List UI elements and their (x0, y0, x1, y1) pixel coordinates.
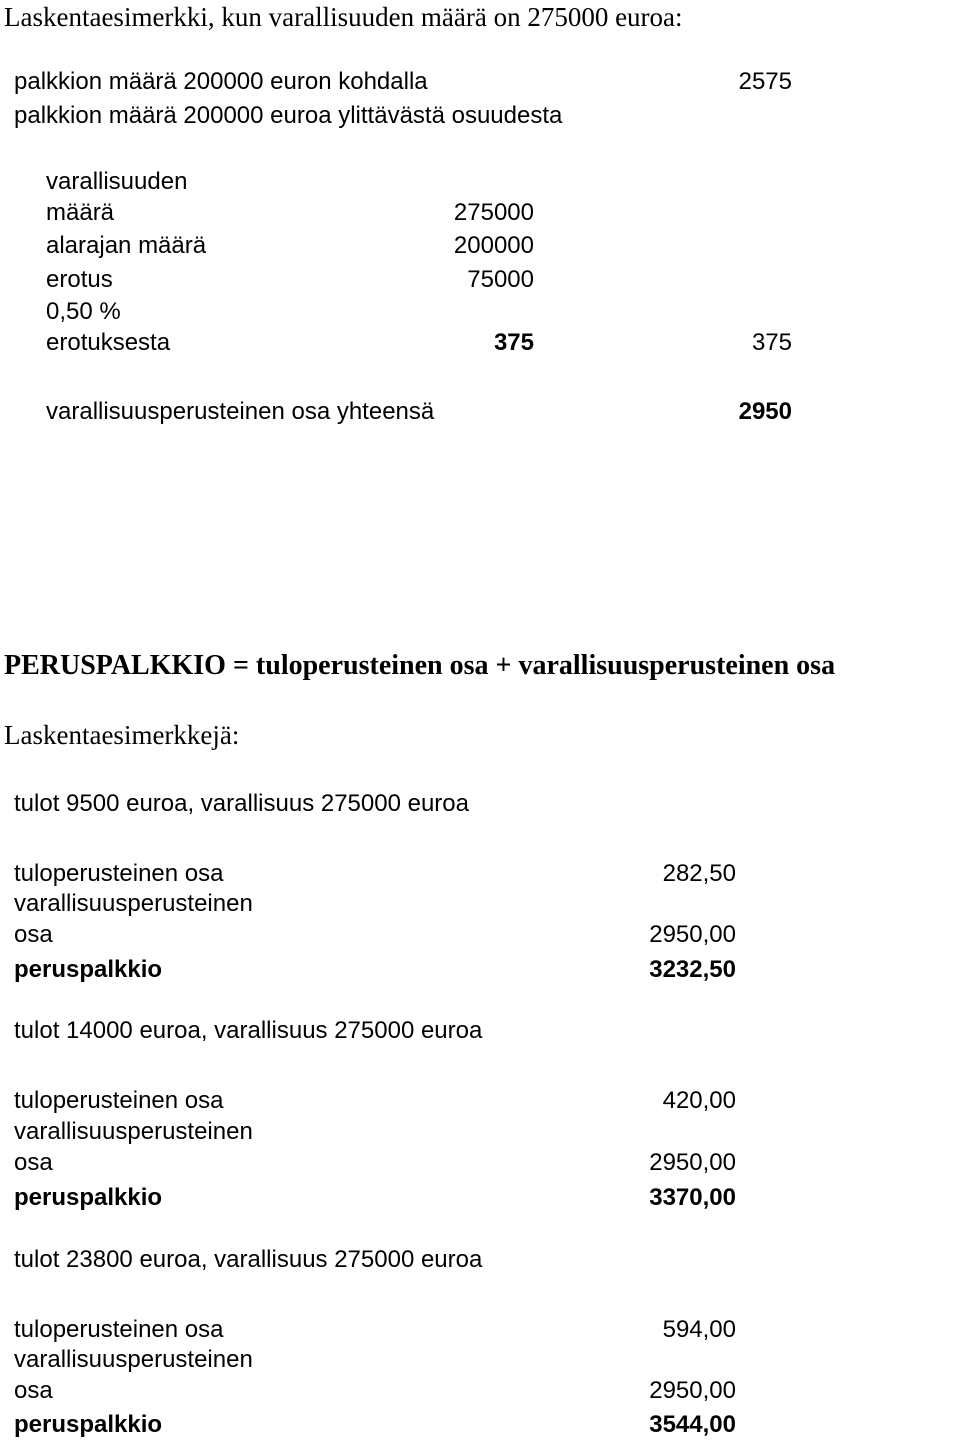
calc-wealth-label-line1: varallisuuden (46, 168, 188, 195)
example3-wealth-value: 2950,00 (649, 1377, 736, 1404)
total-label: varallisuusperusteinen osa yhteensä (46, 398, 435, 425)
example1-income-value: 282,50 (662, 860, 736, 887)
examples-title: Laskentaesimerkkejä: (4, 720, 240, 750)
example3-wealth-label-line1: varallisuusperusteinen (14, 1346, 253, 1373)
example2-heading: tulot 14000 euroa, varallisuus 275000 euroa (14, 1017, 483, 1044)
calc-percent-value: 375 (493, 329, 534, 356)
formula-equals: = (232, 650, 249, 681)
example2-wealth-label-line1: varallisuusperusteinen (14, 1118, 253, 1145)
example3-income-label: tuloperusteinen osa (14, 1316, 224, 1343)
example3-income-value: 594,00 (662, 1316, 736, 1343)
calc-diff-value: 75000 (467, 266, 534, 293)
calc-percent-value-right: 375 (751, 329, 792, 356)
formula-heading (4, 652, 835, 680)
formula-plus: + (495, 650, 512, 681)
example3-total-label: peruspalkkio (14, 1411, 163, 1438)
top-row1-value: 2575 (738, 68, 792, 95)
example2-income-label: tuloperusteinen osa (14, 1087, 224, 1114)
top-row1-label: palkkion määrä 200000 euron kohdalla (14, 68, 428, 95)
calc-percent-label-line2: erotuksesta (46, 329, 171, 356)
total-value: 2950 (738, 398, 792, 425)
example3-total-value: 3544,00 (649, 1411, 736, 1438)
example2-wealth-value: 2950,00 (649, 1149, 736, 1176)
example3-wealth-label-line2: osa (14, 1377, 53, 1404)
calc-diff-label: erotus (46, 266, 113, 293)
example2-total-label: peruspalkkio (14, 1184, 163, 1211)
example1-wealth-label-line2: osa (14, 921, 53, 948)
intro-title: Laskentaesimerkki, kun varallisuuden määrä on 275000 euroa: (4, 2, 683, 32)
example3-heading: tulot 23800 euroa, varallisuus 275000 euroa (14, 1246, 483, 1273)
example2-total-value: 3370,00 (649, 1184, 736, 1211)
example1-total-label: peruspalkkio (14, 956, 163, 983)
example2-wealth-label-line2: osa (14, 1149, 53, 1176)
example2-income-value: 420,00 (662, 1087, 736, 1114)
calc-percent-label-line1: 0,50 % (46, 298, 121, 325)
calc-lower-label: alarajan määrä (46, 232, 207, 259)
formula-part2: varallisuusperusteinen osa (518, 650, 836, 681)
top-row2-label: palkkion määrä 200000 euroa ylittävästä osuudesta (14, 102, 563, 129)
calc-wealth-label-line2: määrä (46, 199, 115, 226)
calc-wealth-value: 275000 (453, 199, 534, 226)
calc-lower-value: 200000 (453, 232, 534, 259)
example1-wealth-label-line1: varallisuusperusteinen (14, 890, 253, 917)
example1-total-value: 3232,50 (649, 956, 736, 983)
formula-left: PERUSPALKKIO (4, 650, 226, 681)
example1-heading: tulot 9500 euroa, varallisuus 275000 euroa (14, 790, 469, 817)
example1-wealth-value: 2950,00 (649, 921, 736, 948)
formula-part1: tuloperusteinen osa (255, 650, 489, 681)
example1-income-label: tuloperusteinen osa (14, 860, 224, 887)
